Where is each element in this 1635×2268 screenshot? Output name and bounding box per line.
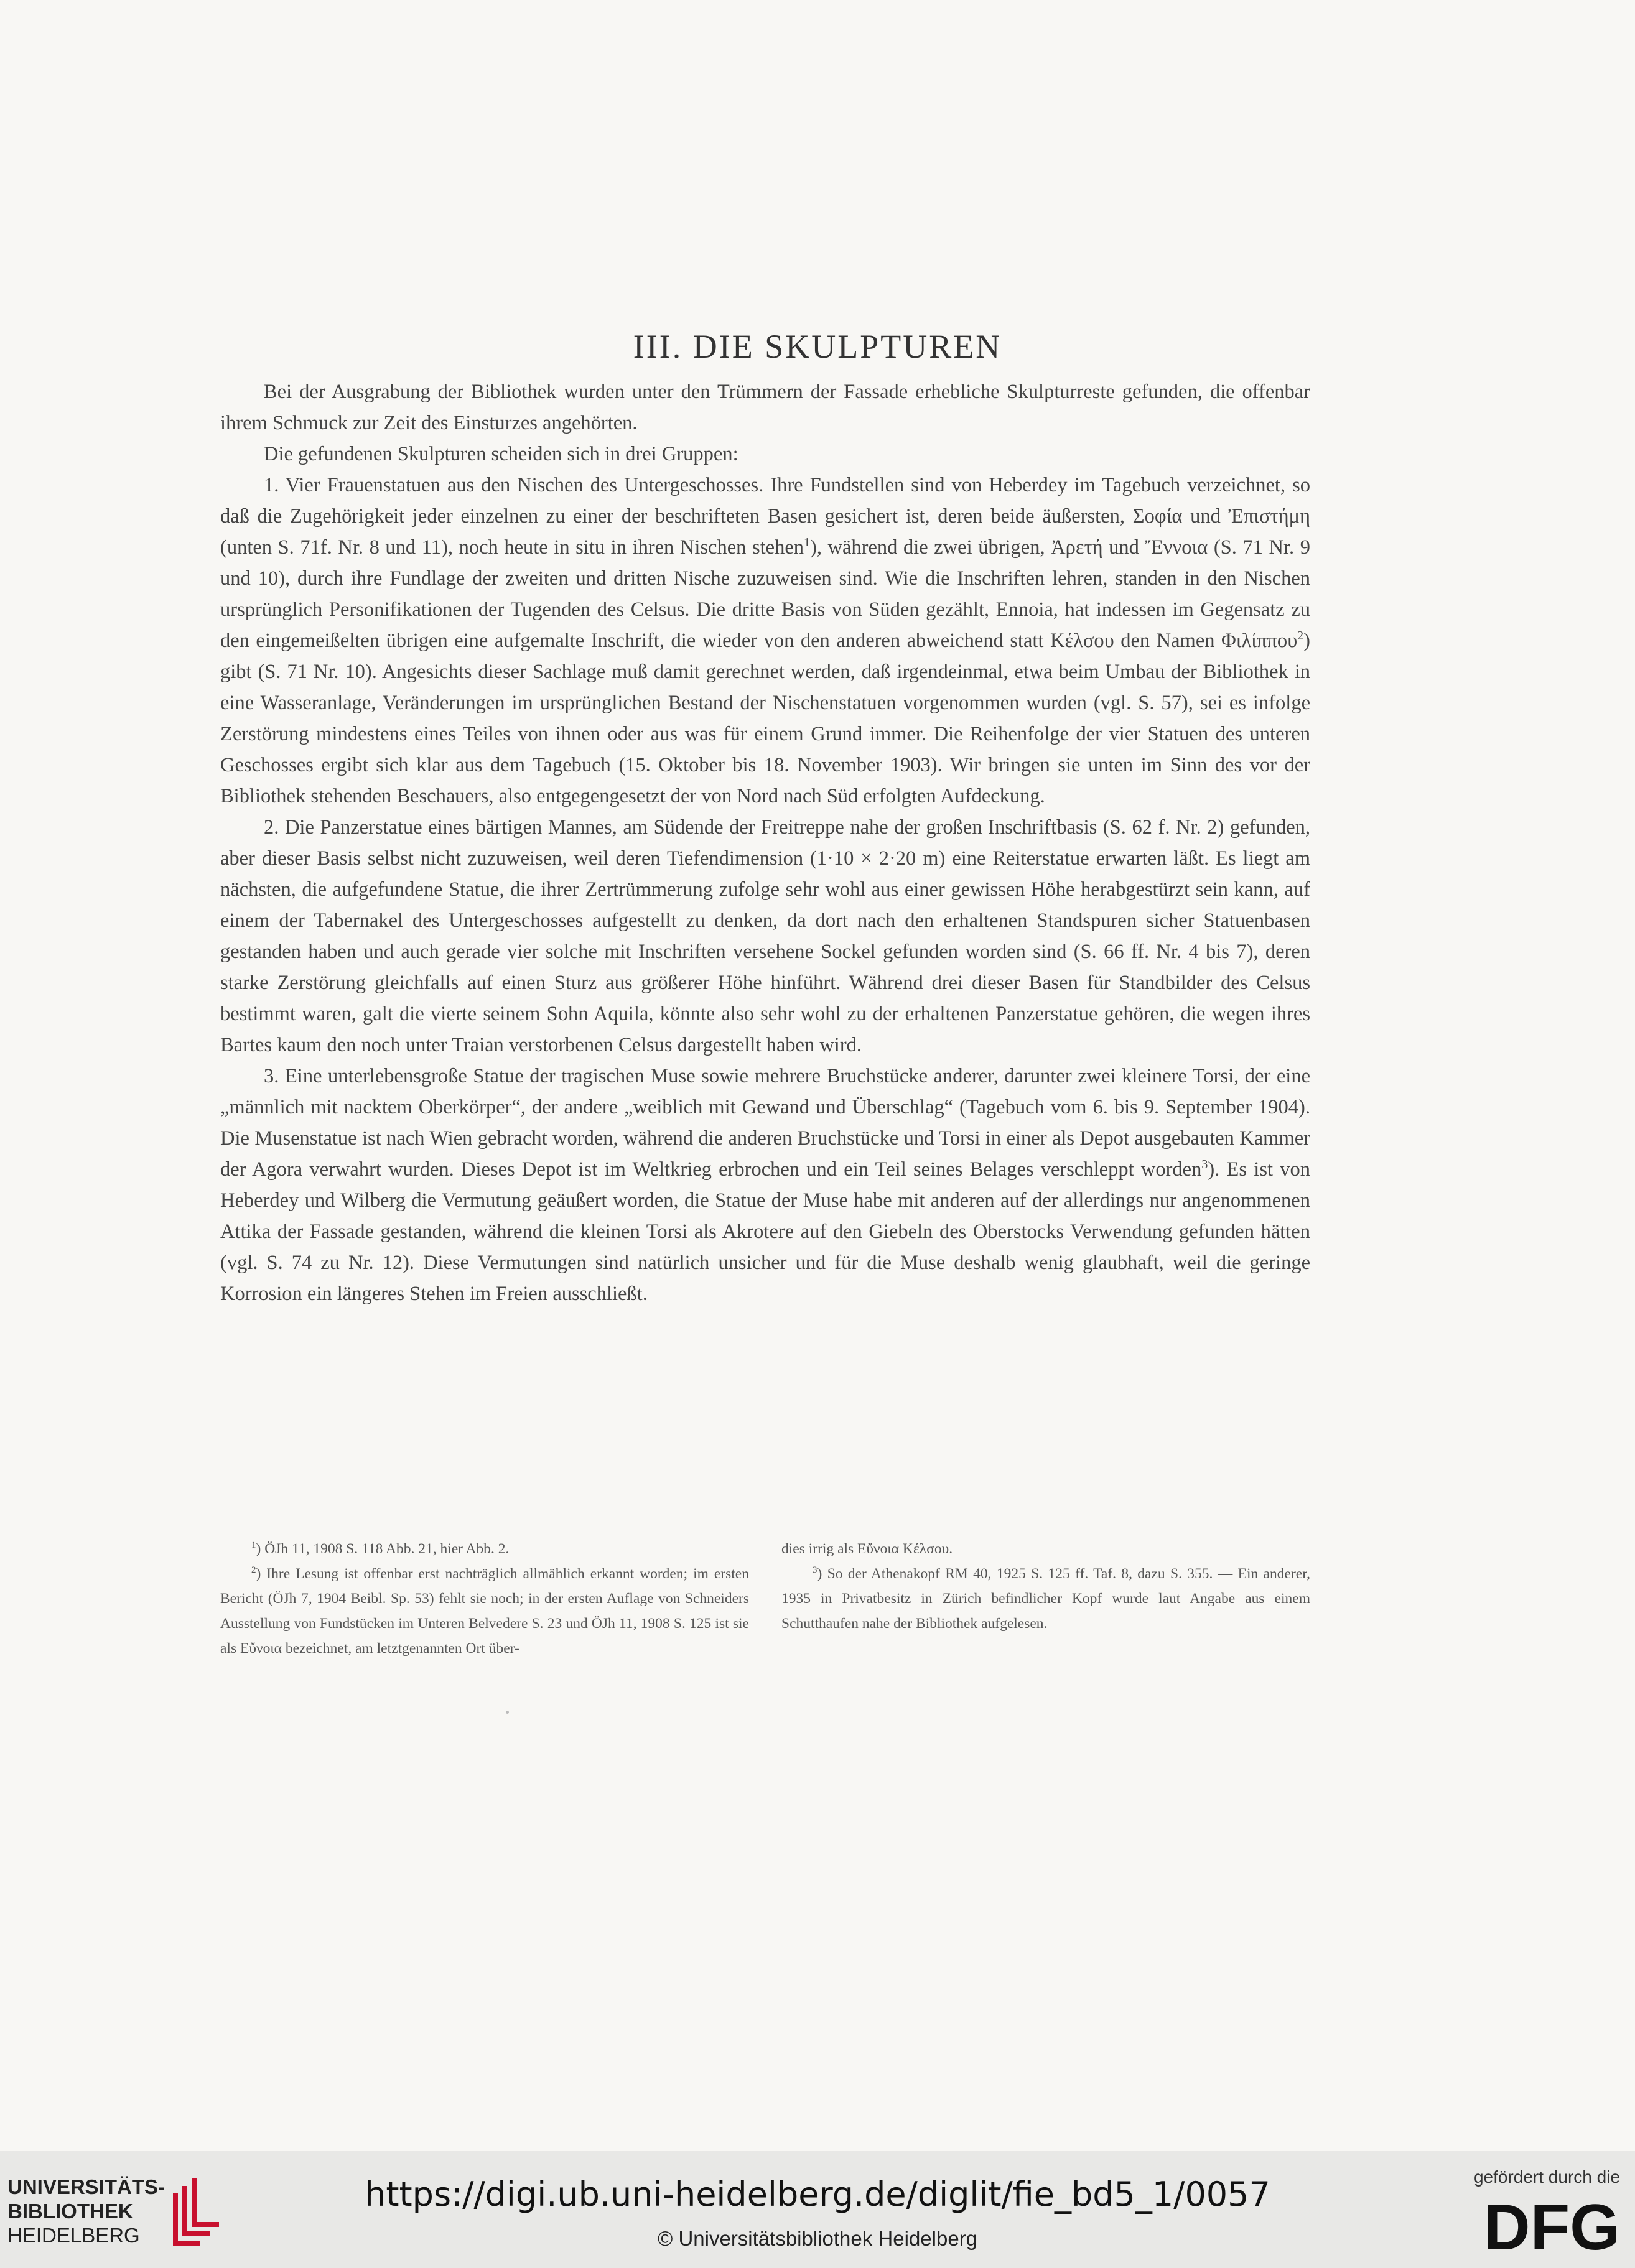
logo-line-1: UNIVERSITÄTS- [7,2175,165,2198]
text-segment: , während die zwei übrigen, Ἀρετή und Ἔννοια (S. 71 Nr. 9 und 10), durch ihre Fundlage der zweiten und dritten Nische zuzuweisen sind. Wie die Inschriften lehren, standen in den Nischen ursprünglich Personifikationen der Tugenden des Celsus. Die dritte Basis von Süden gezählt, Ennoia, hat indessen im Gegensatz zu den eingemeißelten übrigen eine aufgemalte Inschrift, die wieder von den anderen abweichend statt Κέλσου den Namen Φιλίππου [220,536,1310,652]
page-speck [506,1711,509,1714]
permalink-url[interactable]: https://digi.ub.uni-heidelberg.de/diglit/fie_bd5_1/0057 [365,2175,1270,2214]
footnote-2 [220,1561,749,1661]
paragraph-group-1: 1. Vier Frauenstatuen aus den Nischen des Untergeschosses. Ihre Fundstellen sind von Heberdey im Tagebuch verzeichnet, so daß die Zugehörigkeit jeder einzelnen zu einer der beschrifteten Basen gesichert ist, deren beide äußersten, Σοφία und Ἐπιστήμη (unten S. 71f. Nr. 8 und 11), noch heute in situ in ihren Nischen stehen$^1$), während die zwei übrigen, Ἀρετή und Ἔννοια (S. 71 Nr. 9 und 10), durch ihre Fundlage der zweiten und dritten Nische zuzuweisen sind. Wie die Inschriften lehren, standen in den Nischen ursprünglich Personifikationen der Tugenden des Celsus. Die dritte Basis von Süden gezählt, Ennoia, hat indessen im Gegensatz zu den eingemeißelten übrigen eine aufgemalte Inschrift, die wieder von den anderen abweichend statt Κέλσου den Namen Φιλίππου$^2$) gibt (S. 71 Nr. 10). Angesichts dieser Sachlage muß damit gerechnet werden, daß irgendeinmal, etwa beim Umbau der Bibliothek in eine Wasseranlage, Veränderungen im ursprünglichen Bestand der Nischenstatuen vorgenommen wurden (vgl. S. 57), sei es infolge Zerstörung mindestens eines Teiles von ihnen oder aus was für einem Grund immer. Die Reihenfolge der vier Statuen des unteren Geschosses ergibt sich klar aus dem Tagebuch (15. Oktober bis 18. November 1903). Wir bringen sie unten im Sinn des vor der Bibliothek stehenden Beschauers, also entgegengesetzt der von Nord nach Süd erfolgten Aufdeckung. [220,474,1310,807]
logo-line-3: HEIDELBERG [7,2224,140,2247]
footnote-1 [220,1536,749,1561]
footnote-text: ) Ihre Lesung ist offenbar erst nachträglich allmählich erkannt worden; im ersten Bericht (ÖJh 7, 1904 Beibl. Sp. 53) fehlt sie noch; in der ersten Auflage von Schneiders Ausstellung von Fundstücken im Unteren Belvedere S. 23 und ÖJh 11, 1908 S. 125 ist sie als Εὔνοια bezeichnet, am letztgenannten Ort über- [220,1566,749,1657]
footnote-column-left [220,1536,749,1661]
dfg-logo-icon [1452,2195,1620,2257]
body-text [220,376,1310,1309]
footnote-text: ) So der Athenakopf RM 40, 1925 S. 125 ff. Taf. 8, dazu S. 355. — Ein anderer, 1935 in Privatbesitz in Zürich befindlicher Kopf wurde laut Angabe aus einem Schutthaufen nahe der Bibliothek aufgelesen. [781,1566,1310,1632]
chapter-heading: III. DIE SKULPTUREN [633,328,1002,366]
svg-text:DFG: DFG [1483,2195,1620,2257]
paragraph-intro: Bei der Ausgrabung der Bibliothek wurden unter den Trümmern der Fassade erhebliche Skulpturreste gefunden, die offenbar ihrem Schmuck zur Zeit des Einsturzes angehörten. [220,381,1310,434]
footnote-column-right [781,1536,1310,1661]
footnote-ref: 2 [1297,629,1304,643]
copyright-notice: © Universitätsbibliothek Heidelberg [657,2227,978,2250]
footnote-mark: 3 [813,1565,818,1576]
footnote-text: ) ÖJh 11, 1908 S. 118 Abb. 21, hier Abb. 2. [256,1541,510,1557]
footnote-ref: 3 [1201,1158,1208,1172]
text-segment: gibt (S. 71 Nr. 10). Angesichts dieser Sachlage muß damit gerechnet werden, daß irgendeinmal, etwa beim Umbau der Bibliothek in eine Wasseranlage, Veränderungen im ursprünglichen Bestand der Nischenstatuen vorgenommen wurden (vgl. S. 57), sei es infolge Zerstörung mindestens eines Teiles von ihnen oder aus was für einem Grund immer. Die Reihenfolge der vier Statuen des unteren Geschosses ergibt sich klar aus dem Tagebuch (15. Oktober bis 18. November 1903). Wir bringen sie unten im Sinn des vor der Bibliothek stehenden Beschauers, also entgegengesetzt der von Nord nach Süd erfolgten Aufdeckung. [220,661,1310,807]
text-segment: . Es ist von Heberdey und Wilberg die Vermutung geäußert worden, die Statue der Muse habe mit anderen auf der allerdings nur angenommenen Attika der Fassade gestanden, während die kleinen Torsi als Akrotere auf den Giebeln des Oberstocks Verwendung gefunden hätten (vgl. S. 74 zu Nr. 12). Diese Vermutungen sind natürlich unsicher und für die Muse deshalb wenig glaubhaft, weil die geringe Korrosion ein längeres Stehen im Freien ausschließt. [220,1158,1310,1305]
footnote-mark: 2 [251,1565,256,1576]
paragraph-group-3: 3. Eine unterlebensgroße Statue der tragischen Muse sowie mehrere Bruchstücke anderer, darunter zwei kleinere Torsi, der eine „männlich mit nacktem Oberkörper“, der andere „weiblich mit Gewand und Überschlag“ (Tagebuch vom 6. bis 9. September 1904). Die Musenstatue ist nach Wien gebracht worden, während die anderen Bruchstücke und Torsi in einer als Depot ausgebauten Kammer der Agora verwahrt wurden. Dieses Depot ist im Weltkrieg erbrochen und ein Teil seines Belages verschleppt worden$^3$). Es ist von Heberdey und Wilberg die Vermutung geäußert worden, die Statue der Muse habe mit anderen auf der allerdings nur angenommenen Attika der Fassade gestanden, während die kleinen Torsi als Akrotere auf den Giebeln des Oberstocks Verwendung gefunden hätten (vgl. S. 74 zu Nr. 12). Diese Vermutungen sind natürlich unsicher und für die Muse deshalb wenig glaubhaft, weil die geringe Korrosion ein längeres Stehen im Freien ausschließt. [220,1065,1310,1305]
text-segment: 1. Vier Frauenstatuen aus den Nischen des Untergeschosses. Ihre Fundstellen sind von Heberdey im Tagebuch verzeichnet, so daß die Zugehörigkeit jeder einzelnen zu einer der beschrifteten Basen gesichert ist, deren beide äußersten, Σοφία und Ἐπιστήμη (unten S. 71f. Nr. 8 und 11), noch heute in situ in ihren Nischen stehen [220,474,1310,559]
footer-bar [0,2151,1635,2268]
footnote-2-continued: dies irrig als Εὔνοια Κέλσου. [781,1541,953,1557]
logo-line-2: BIBLIOTHEK [7,2200,133,2223]
footnotes [220,1536,1310,1661]
footnote-ref: 1 [804,536,810,550]
footnote-3 [781,1561,1310,1636]
footnote-mark: 1 [251,1540,256,1551]
paragraph-group-2: 2. Die Panzerstatue eines bärtigen Mannes, am Südende der Freitreppe nahe der großen Inschriftbasis (S. 62 f. Nr. 2) gefunden, aber dieser Basis selbst nicht zuzuweisen, weil deren Tiefendimension (1·10 × 2·20 m) eine Reiterstatue erwarten läßt. Es liegt am nächsten, die aufgefundene Statue, die ihrer Zertrümmerung zufolge sehr wohl aus einer gewissen Höhe herabgestürzt sein kann, auf einem der Tabernakel des Untergeschosses aufgestellt zu denken, da dort nach den erhaltenen Standspuren sicher Statuenbasen gestanden haben und auch gerade vier solche mit Inschriften versehene Sockel gefunden worden sind (S. 66 ff. Nr. 4 bis 7), deren starke Zerstörung gleichfalls auf einen Sturz aus größerer Höhe hinführt. Während drei dieser Basen für Standbilder des Celsus bestimmt waren, galt die vierte seinem Sohn Aquila, könnte also sehr wohl zu der erhaltenen Panzerstatue gehören, die wegen ihres Bartes kaum den noch unter Traian verstorbenen Celsus dargestellt haben wird. [220,816,1310,1056]
dfg-funding[interactable] [1433,2167,1620,2261]
dfg-label: gefördert durch die [1473,2167,1620,2187]
paragraph-groups: Die gefundenen Skulpturen scheiden sich in drei Gruppen: [264,443,738,465]
text-segment: 3. Eine unterlebensgroße Statue der tragischen Muse sowie mehrere Bruchstücke anderer, darunter zwei kleinere Torsi, der eine „männlich mit nacktem Oberkörper“, der andere „weiblich mit Gewand und Überschlag“ (Tagebuch vom 6. bis 9. September 1904). Die Musenstatue ist nach Wien gebracht worden, während die anderen Bruchstücke und Torsi in einer als Depot ausgebauten Kammer der Agora verwahrt wurden. Dieses Depot ist im Weltkrieg erbrochen und ein Teil seines Belages verschleppt worden [220,1065,1310,1181]
